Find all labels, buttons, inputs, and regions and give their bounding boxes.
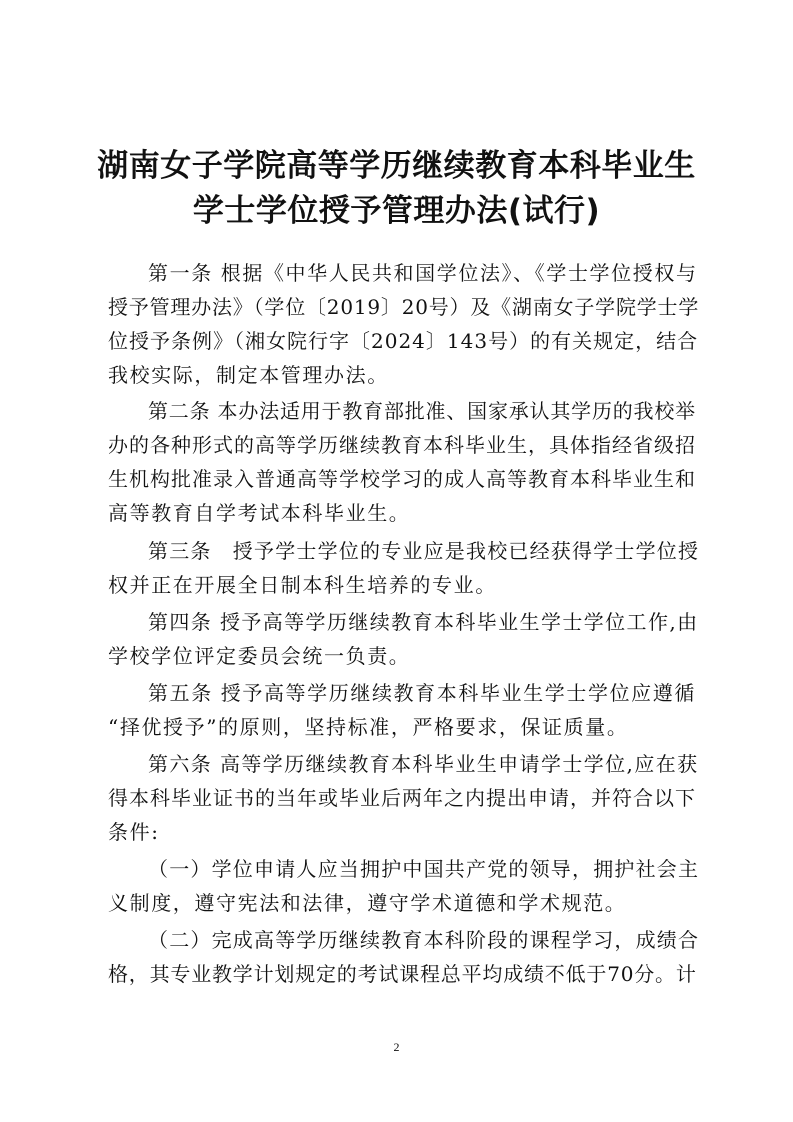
article-1-line-1: 第一条 根据《中华人民共和国学位法》、《学士学位授权与 bbox=[148, 261, 698, 285]
article-2-line-2: 办的各种形式的高等学历继续教育本科毕业生，具体指经省级招 bbox=[108, 433, 696, 457]
article-4-line-1: 第四条 授予高等学历继续教育本科毕业生学士学位工作,由 bbox=[148, 610, 699, 634]
article-1-line-4: 我校实际，制定本管理办法。 bbox=[108, 363, 389, 387]
page-number: 2 bbox=[393, 1040, 400, 1054]
article-2-line-1: 第二条 本办法适用于教育部批准、国家承认其学历的我校举 bbox=[148, 399, 696, 423]
article-4-line-2: 学校学位评定委员会统一负责。 bbox=[108, 644, 411, 668]
article-1-line-2: 授予管理办法》（学位〔2019〕20号）及《湖南女子学院学士学 bbox=[108, 295, 700, 319]
article-3-line-1: 第三条 授予学士学位的专业应是我校已经获得学士学位授 bbox=[148, 539, 700, 563]
condition-2-line-2: 格，其专业教学计划规定的考试课程总平均成绩不低于70分。计 bbox=[108, 962, 697, 986]
article-2-line-3: 生机构批准录入普通高等学校学习的成人高等教育本科毕业生和 bbox=[108, 467, 696, 491]
article-3-line-2: 权并正在开展全日制本科生培养的专业。 bbox=[108, 573, 497, 597]
article-5-line-2: “择优授予”的原则，坚持标准，严格要求，保证质量。 bbox=[108, 715, 629, 739]
article-6-line-1: 第六条 高等学历继续教育本科毕业生申请学士学位,应在获 bbox=[148, 752, 699, 776]
document-title-line-1: 湖南女子学院高等学历继续教育本科毕业生 bbox=[97, 148, 696, 184]
article-6-line-2: 得本科毕业证书的当年或毕业后两年之内提出申请，并符合以下 bbox=[108, 786, 696, 810]
condition-2-line-1: （二）完成高等学历继续教育本科阶段的课程学习，成绩合 bbox=[148, 928, 700, 952]
document-title-line-2: 学士学位授予管理办法(试行) bbox=[192, 193, 601, 229]
article-5-line-1: 第五条 授予高等学历继续教育本科毕业生学士学位应遵循 bbox=[148, 681, 696, 705]
condition-1-line-2: 义制度，遵守宪法和法律，遵守学术道德和学术规范。 bbox=[108, 891, 627, 915]
article-1-line-3: 位授予条例》（湘女院行字〔2024〕143号）的有关规定，结合 bbox=[108, 329, 699, 353]
condition-1-line-1: （一）学位申请人应当拥护中国共产党的领导，拥护社会主 bbox=[148, 857, 700, 881]
article-6-line-3: 条件: bbox=[108, 820, 160, 844]
article-2-line-4: 高等教育自学考试本科毕业生。 bbox=[108, 501, 411, 525]
